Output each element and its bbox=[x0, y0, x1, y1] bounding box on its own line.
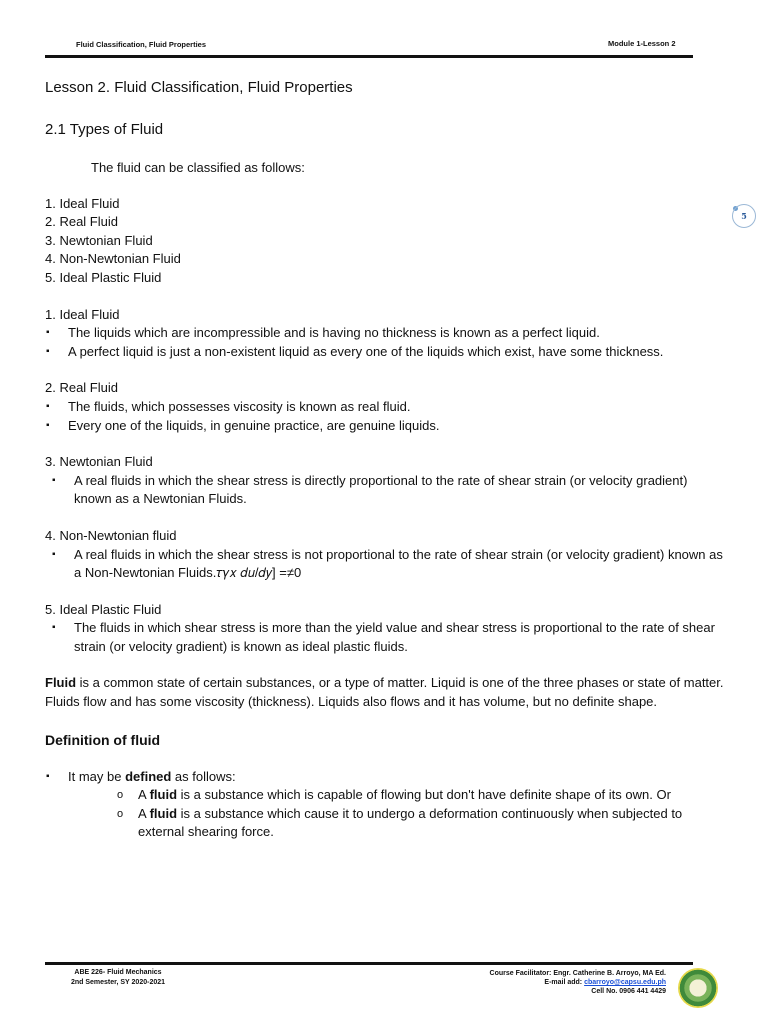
bullet-item: ▪ A real fluids in which the shear stress is not proportional to the rate of shear strain (or velocity gradient) known as a Non-Newtonian Fluids.𝜏𝛾𝑥 𝑑𝑢/𝑑𝑦] =≠0 bbox=[45, 546, 725, 583]
definition-lead bbox=[45, 768, 725, 787]
definition-item-pre: A bbox=[138, 787, 150, 803]
footer-course: ABE 226- Fluid Mechanics bbox=[74, 969, 162, 976]
footer-cell: Cell No. 0906 441 4429 bbox=[591, 988, 666, 995]
footer-email-line bbox=[440, 978, 666, 987]
section-heading: 1. Ideal Fluid bbox=[45, 306, 120, 322]
footer-facilitator: Course Facilitator: Engr. Catherine B. Arroyo, MA Ed. bbox=[489, 970, 666, 977]
section-real-fluid bbox=[45, 379, 725, 435]
header-rule bbox=[45, 55, 693, 58]
university-seal-logo bbox=[678, 968, 718, 1008]
definition-heading: Definition of fluid bbox=[45, 731, 161, 748]
types-list-item: 1. Ideal Fluid bbox=[45, 195, 120, 211]
page-header-left: Fluid Classification, Fluid Properties bbox=[76, 40, 207, 49]
types-list-item: 2. Real Fluid bbox=[45, 214, 118, 230]
definition-lead-post: as follows: bbox=[171, 768, 236, 784]
definition-item-post: is a substance which cause it to undergo a deformation continuously when subjected to external shearing force. bbox=[138, 805, 683, 840]
types-list-item: 4. Non-Newtonian Fluid bbox=[45, 251, 181, 267]
footer-left bbox=[60, 968, 176, 987]
section-heading: 3. Newtonian Fluid bbox=[45, 454, 153, 470]
section-heading: 5. Ideal Plastic Fluid bbox=[45, 601, 162, 617]
types-list-item: 3. Newtonian Fluid bbox=[45, 232, 153, 248]
definition-item-bold: fluid bbox=[149, 787, 178, 803]
types-list bbox=[45, 195, 725, 288]
section-heading: 2. Real Fluid bbox=[45, 380, 118, 396]
section-non-newtonian-fluid bbox=[45, 527, 725, 583]
bullet-item: ▪ Every one of the liquids, in genuine practice, are genuine liquids. bbox=[45, 417, 725, 436]
footer-semester: 2nd Semester, SY 2020-2021 bbox=[70, 978, 166, 986]
definition-lead-bold: defined bbox=[125, 768, 172, 784]
section-ideal-fluid bbox=[45, 306, 725, 362]
bullet-item: ▪ A real fluids in which the shear stress is directly proportional to the rate of shear strain (or velocity gradient) known as a Newtonian Fluids. bbox=[45, 472, 725, 509]
section-ideal-plastic-fluid bbox=[45, 601, 725, 657]
footer-email-label: E-mail add: bbox=[544, 979, 585, 986]
fluid-paragraph-text: is a common state of certain substances, or a type of matter. Liquid is one of the three phases or state of matter. Fluids flow and has some viscosity (thickness). Liquids also flows and it has volume, but no definite shape. bbox=[45, 675, 724, 710]
definition-lead-pre: It may be bbox=[68, 768, 126, 784]
bullet-item: ▪ The liquids which are incompressible and is having no thickness is known as a perfect liquid. bbox=[45, 324, 725, 343]
footer-right bbox=[440, 969, 666, 996]
section-title: 2.1 Types of Fluid bbox=[45, 121, 164, 138]
bullet-item: ▪ The fluids in which shear stress is more than the yield value and shear stress is proportional to the rate of shear strain (or velocity gradient) is known as ideal plastic fluids. bbox=[45, 619, 725, 656]
intro-text: The fluid can be classified as follows: bbox=[91, 160, 305, 175]
fluid-term: Fluid bbox=[45, 675, 77, 691]
definition-item bbox=[45, 805, 725, 842]
lesson-title: Lesson 2. Fluid Classification, Fluid Properties bbox=[45, 79, 353, 96]
page-number-badge: 5 bbox=[732, 204, 756, 228]
definition-block bbox=[45, 768, 725, 842]
footer-rule bbox=[45, 962, 693, 965]
definition-item-post: is a substance which is capable of flowing but don't have definite shape of its own. Or bbox=[177, 787, 671, 803]
definition-item bbox=[45, 786, 725, 805]
page-header-right: Module 1-Lesson 2 bbox=[608, 39, 676, 48]
main-content bbox=[45, 78, 725, 842]
definition-item-pre: A bbox=[138, 805, 150, 821]
definition-item-bold: fluid bbox=[149, 805, 178, 821]
types-list-item: 5. Ideal Plastic Fluid bbox=[45, 269, 162, 285]
fluid-paragraph bbox=[45, 674, 725, 711]
bullet-item: ▪ A perfect liquid is just a non-existent liquid as every one of the liquids which exist, have some thickness. bbox=[45, 343, 725, 362]
footer-email-link[interactable]: cbarroyo@capsu.edu.ph bbox=[584, 979, 666, 986]
section-heading: 4. Non-Newtonian fluid bbox=[45, 527, 177, 543]
section-newtonian-fluid bbox=[45, 453, 725, 509]
bullet-item: ▪ The fluids, which possesses viscosity is known as real fluid. bbox=[45, 398, 725, 417]
